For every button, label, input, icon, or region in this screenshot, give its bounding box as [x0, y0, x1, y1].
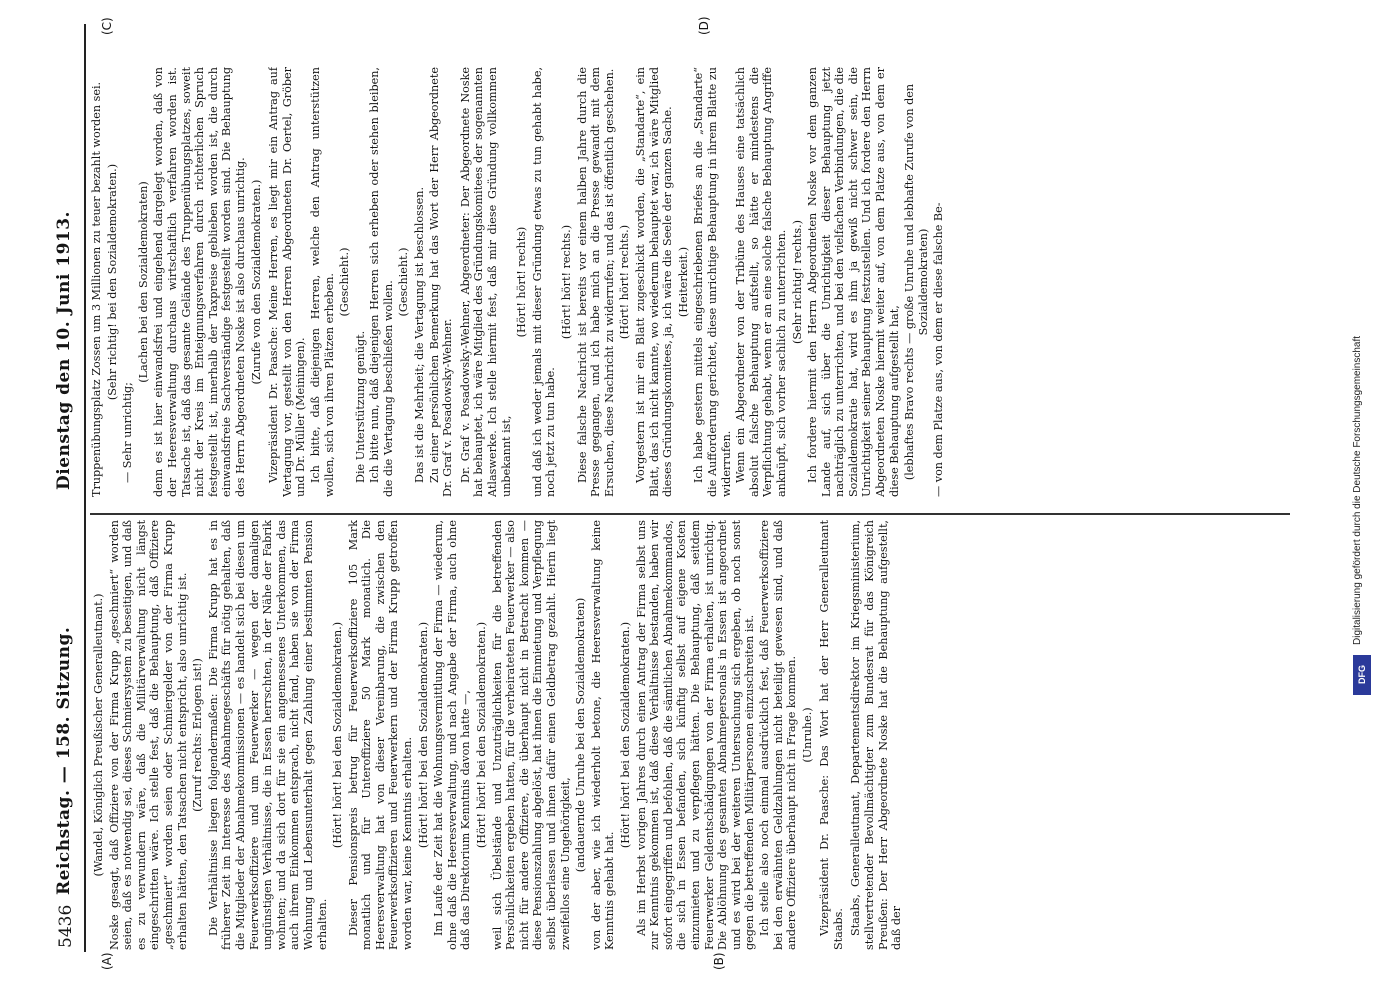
paragraph: Zu einer persönlichen Bemerkung hat das Wort der Herr Abgeordnete Dr. Graf v. Posadowsky-Wehner.: [427, 67, 455, 497]
speaker-paragraph: Staabs, Generalleutnant, Departementsdirektor im Kriegsministerium, stellvertretender Bevollmächtigter zum Bundesrat für das Königreich Preußen: Der Herr Abgeordnete Noske hat die Behauptung aufgestellt, daß der: [849, 520, 904, 950]
column-divider: [90, 514, 1290, 516]
funding-note-text: Digitalisierung gefördert durch die Deutsche Forschungsgemeinschaft: [1352, 335, 1363, 645]
paragraph: Truppenübungsplatz Zossen um 3 Millionen zu teuer bezahlt worden sei.: [90, 81, 103, 497]
paragraph: Vorgestern ist mir ein Blatt zugeschickt worden, die „Standarte“, ein Blatt, das ich nicht kannte, wo wiederum behauptet war, ich wäre Mitglied dieses Gründungskomitees, ja, ich wäre die Seele der ganzen Sache.: [633, 67, 675, 497]
paragraph: Wenn ein Abgeordneter von der Tribüne des Hauses eine tatsächlich absolut falsche Behauptung aufstellt, so hätte er mindestens die Verpflichtung gehabt, wenn er an eine solche falsche Behauptung Angriffe anknüpft, sich vorher sachlich zu unterrichten.: [734, 67, 788, 497]
page-number: 5436: [56, 904, 76, 948]
header-rule: [84, 24, 86, 952]
interjection: (lebhaftes Bravo rechts — große Unruhe und lebhafte Zurufe von den Sozialdemokraten): [903, 83, 930, 481]
interjection: (Hört! hört! rechts.): [618, 224, 632, 340]
interjection: (Hört! hört! rechts): [515, 226, 529, 338]
paragraph: — von dem Platze aus, von dem er diese falsche Be-: [932, 202, 946, 497]
paragraph: Ich stelle also noch einmal ausdrücklich fest, daß Feuerwerksoffiziere bei den erwähnten Geldzahlungen nicht beteiligt gewesen sind, und daß andere Offiziere überhaupt nicht in Frage kommen.: [757, 520, 799, 950]
interjection: (Sehr richtig! rechts.): [790, 219, 804, 345]
margin-marker-a: (A): [100, 952, 114, 970]
paragraph: Im Laufe der Zeit hat die Wohnungsvermittlung der Firma — wiederum, ohne daß die Heeresverwaltung, und nach Angabe der Firma, auch ohne daß das Direktorium Kenntnis davon hatte —,: [432, 520, 473, 950]
paragraph: — Sehr unrichtig;: [121, 382, 135, 483]
left-column: [90, 520, 1300, 950]
interjection: (Sehr richtig! bei den Sozialdemokraten.): [105, 163, 119, 401]
paragraph: Als im Herbst vorigen Jahres durch einen Antrag der Firma selbst uns zur Kenntnis gekommen ist, daß diese Verhältnisse bestanden, haben wir sofort eingegriffen und befohlen, daß die sämtlichen Abnahmekommandos, die sich in Essen befanden, sich künftig selbst auf eigene Kosten einzumieten und zu verpflegen hätten. Die Behauptung, daß seitdem Feuerwerker Geldentschädigungen von der Firma erhalten, ist unrichtig. Die Ablöhnung des gesamten Abnahmepersonals in Essen ist angeordnet und es wird bei der weiteren Untersuchung sich ergeben, ob noch sonst gegen die betreffenden Militärpersonen einzuschreiten ist.: [634, 520, 757, 950]
speaker-paragraph: Vizepräsident Dr. Paasche: Meine Herren, es liegt mir ein Antrag auf Vertagung vor, gestellt von den Herren Abgeordneten Dr. Oertel, Gröber und Dr. Müller (Meiningen).: [267, 67, 308, 497]
dfg-logo: DFG: [1353, 655, 1371, 695]
interjection: (andauernde Unruhe bei den Sozialdemokraten): [574, 597, 588, 873]
paragraph: Ich bitte nun, daß diejenigen Herren sich erheben oder stehen bleiben, die die Vertagung beschließen wollen.: [368, 67, 395, 497]
margin-marker-d: (D): [697, 16, 711, 35]
interjection: (Hört! hört! rechts.): [560, 224, 573, 340]
interjection: (Geschieht.): [338, 247, 352, 317]
paragraph: Die Unterstützung genügt.: [353, 330, 367, 483]
paragraph: von der aber, wie ich wiederholt betone, die Heeresverwaltung keine Kenntnis gehabt hat.: [589, 520, 617, 950]
speaker-paragraph: Dr. Graf v. Posadowsky-Wehner, Abgeordneter: Der Abgeordnete Noske hat behauptet, ich wäre Mitglied des Gründungskomitees der sogenannten Atlaswerke. Ich stelle hiermit fest, daß mir diese Gründung vollkommen unbekannt ist,: [458, 67, 513, 497]
interjection: (Hört! hört! bei den Sozialdemokraten.): [416, 621, 430, 849]
interjection: (Zurufe von den Sozialdemokraten.): [249, 179, 263, 385]
paragraph: Ich fordere hiermit den Herrn Abgeordneten Noske vor dem ganzen Lande auf, sich über die Unrichtigkeit dieser Behauptung jetzt nachträglich zu unterrichten, und bei den vielfachen Verbindungen, die die Sozialdemokratie hat, wird es ihm ja gewiß nicht schwer sein, die Unrichtigkeit seiner Behauptung festzustellen. Und ich fordere den Herrn Abgeordneten Noske hiermit weiter auf, von dem Platze aus, von dem er diese Behauptung aufgestellt hat,: [806, 67, 901, 497]
margin-marker-b: (B): [712, 952, 726, 970]
page-header: [48, 20, 82, 960]
paragraph: Das ist die Mehrheit; die Vertagung ist beschlossen.: [413, 186, 427, 483]
right-column: [90, 67, 1300, 497]
interjection: (Hört! hört! bei den Sozialdemokraten.): [331, 621, 345, 849]
speaker-heading: (Wandel, Königlich Preußischer Generalleutnant.): [92, 593, 105, 877]
interjection: (Heiterkeit.): [676, 246, 690, 318]
paragraph: Ich habe gestern mittels eingeschriebenen Briefes an die „Standarte“ die Aufforderung gerichtet, diese unrichtige Behauptung in ihrem Blatte zu widerrufen.: [692, 67, 733, 497]
interjection: (Hört! hört! bei den Sozialdemokraten.): [475, 621, 489, 849]
paragraph: und daß ich weder jemals mit dieser Gründung etwas zu tun gehabt habe, noch jetzt zu tun habe.: [530, 67, 558, 497]
paragraph: Die Verhältnisse liegen folgendermaßen: Die Firma Krupp hat es in früherer Zeit im Interesse des Abnahmegeschäfts für nötig gehalten, daß die Mitglieder der Abnahmekommissionen — es handelt sich bei diesen um Feuerwerksoffiziere und um Feuerwerker — wegen der damaligen ungünstigen Verhältnisse, die in Essen herrschten, in der Nähe der Fabrik wohnten; und da sich dort für sie ein angemessenes Unterkommen, das auch ihrem Einkommen entsprach, nicht fand, haben sie von der Firma Wohnung und Lebensunterhalt gegen Zahlung einer bestimmten Pension erhalten.: [206, 520, 329, 950]
header-title-left: Reichstag. — 158. Sitzung.: [54, 626, 74, 895]
paragraph: denn es ist hier einwandsfrei und eingehend dargelegt worden, daß von der Heeresverwaltung durchaus wirtschaftlich verfahren worden ist. Tatsache ist, daß das gesamte Gelände des Truppenübungsplatzes, soweit nicht der Kreis im Enteignungsverfahren durch richterlichen Spruch festgestellt ist, innerhalb der Taxpreise geblieben worden ist, die durch einwandsfreie Sachverständige festgestellt worden sind. Die Behauptung des Herrn Abgeordneten Noske ist also durchaus unrichtig.: [152, 67, 247, 497]
header-title-right: Dienstag den 10. Juni 1913.: [54, 211, 74, 490]
interjection: (Unruhe.): [800, 707, 814, 763]
interjection: (Zuruf rechts: Erlogen ist!): [191, 658, 205, 812]
paragraph: Ich bitte, daß diejenigen Herren, welche den Antrag unterstützen wollen, sich von ihren Plätzen erheben.: [308, 67, 336, 497]
paragraph: weil sich Übelstände und Unzuträglichkeiten für die betreffenden Persönlichkeiten ergeben hatten, für die verheirateten Feuerwerker — also nicht für andere Offiziere, die überhaupt nicht in Betracht kommen — diese Pensionszahlung abgelöst, hat ihnen die Einmietung und Verpflegung selbst überlassen und ihnen dafür einen Geldbetrag gezahlt. Hierin liegt zweifellos eine Ungehörigkeit,: [490, 520, 572, 950]
paragraph: Dieser Pensionspreis betrug für Feuerwerksoffiziere 105 Mark monatlich und für Unteroffiziere 50 Mark monatlich. Die Heeresverwaltung hat von dieser Vereinbarung, die zwischen den Feuerwerksoffizieren und Feuerwerkern und der Firma Krupp getroffen worden war, keine Kenntnis erhalten.: [346, 520, 415, 950]
interjection: (Geschieht.): [397, 247, 411, 317]
paragraph: Noske gesagt, daß Offiziere von der Firma Krupp „geschmiert“ worden seien, daß es notwendig sei, dieses Schmiersystem zu beseitigen, und daß es zu verwundern wäre, daß die Militärverwaltung nicht längst eingeschritten wäre. Ich stelle fest, daß die Behauptung, daß Offiziere „geschmiert“ worden seien oder Schmiergelder von der Firma Krupp erhalten hätten, den Tatsachen nicht entspricht, also unrichtig ist.: [107, 520, 189, 950]
speaker-paragraph: Vizepräsident Dr. Paasche: Das Wort hat der Herr Generalleutnant Staabs.: [818, 520, 845, 950]
margin-marker-c: (C): [100, 17, 114, 35]
paragraph: Diese falsche Nachricht ist bereits vor einem halben Jahre durch die Presse gegangen, und ich habe mich an die Presse gewandt mit dem Ersuchen, diese Nachricht zu widerrufen; und das ist öffentlich geschehen.: [575, 67, 616, 497]
interjection: (Lachen bei den Sozialdemokraten): [136, 181, 150, 383]
interjection: (Hört! hört! bei den Sozialdemokraten.): [618, 621, 632, 849]
digitization-note: [1352, 5, 1378, 705]
